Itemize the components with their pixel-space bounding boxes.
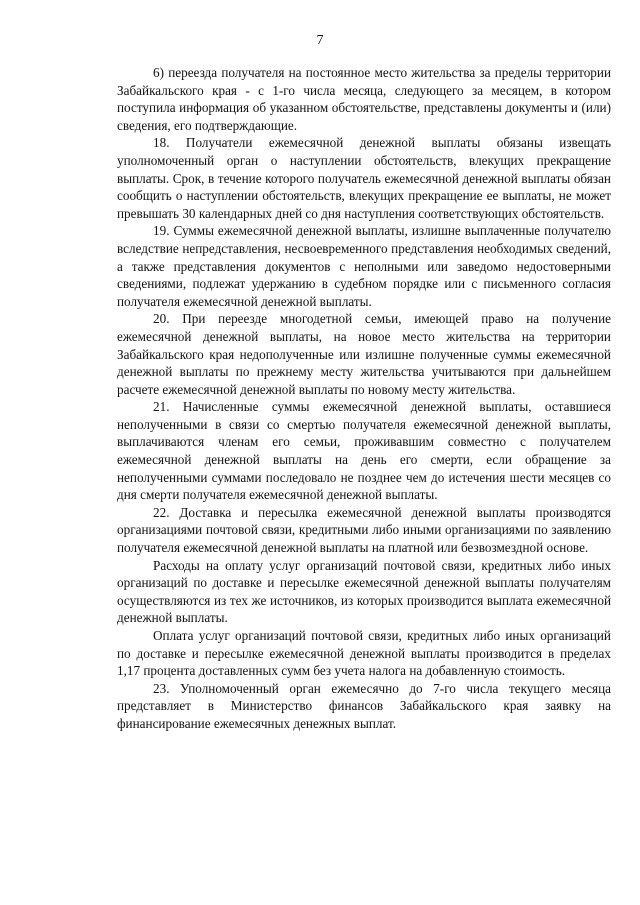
paragraph-21: 21. Начисленные суммы ежемесячной денежной выплаты, оставшиеся неполученными в связи со смертью получателя ежемесячной денежной выплаты, выплачиваются членам его семьи, проживавшим совместно с получателем ежемесячной денежной выплаты на день его смерти, если обращение за неполученными суммами последовало не позднее чем до истечения шести месяцев со дня смерти получателя ежемесячной денежной выплаты. (117, 399, 611, 503)
page-number: 7 (316, 33, 324, 48)
document-body (117, 64, 611, 733)
paragraph-22-expenses: Расходы на оплату услуг организаций почтовой связи, кредитных либо иных организаций по доставке и пересылке ежемесячной денежной выплаты получателям осуществляются из тех же источников, из которых производится выплата ежемесячной денежной выплаты. (117, 557, 611, 626)
paragraph-18: 18. Получатели ежемесячной денежной выплаты обязаны извещать уполномоченный орган о наступлении обстоятельств, влекущих прекращение выплаты. Срок, в течение которого получатель ежемесячной денежной выплаты обязан сообщить о наступлении обстоятельств, влекущих прекращение ее выплаты, не может превышать 30 календарных дней со дня наступления соответствующих обстоятельств. (117, 135, 611, 221)
paragraph-22-payment: Оплата услуг организаций почтовой связи, кредитных либо иных организаций по доставке и пересылке ежемесячной денежной выплаты производится в пределах 1,17 процента доставленных сумм без учета налога на добавленную стоимость. (117, 628, 611, 679)
paragraph-23: 23. Уполномоченный орган ежемесячно до 7-го числа текущего месяца представляет в Министерство финансов Забайкальского края заявку на финансирование ежемесячных денежных выплат. (117, 680, 611, 731)
paragraph-6-relocation: 6) переезда получателя на постоянное место жительства за пределы территории Забайкальского края - с 1-го числа месяца, следующего за месяцем, в котором поступила информация об указанном обстоятельстве, представлены документы и (или) сведения, его подтверждающие. (117, 65, 611, 133)
paragraph-22: 22. Доставка и пересылка ежемесячной денежной выплаты производятся организациями почтовой связи, кредитными либо иными организациями по заявлению получателя ежемесячной денежной выплаты на платной или безвозмездной основе. (117, 504, 611, 556)
paragraph-20: 20. При переезде многодетной семьи, имеющей право на получение ежемесячной денежной выплаты, на новое место жительства на территории Забайкальского края недополученные или излишне полученные суммы ежемесячной денежной выплаты по прежнему месту жительства учитываются при дальнейшем расчете ежемесячной денежной выплаты по новому месту жительства. (117, 311, 611, 397)
paragraph-19: 19. Суммы ежемесячной денежной выплаты, излишне выплаченные получателю вследствие непредставления, несвоевременного представления необходимых сведений, а также представления документов с неполными или заведомо недостоверными сведениями, подлежат удержанию в судебном порядке или с письменного согласия получателя ежемесячной денежной выплаты. (117, 223, 611, 309)
